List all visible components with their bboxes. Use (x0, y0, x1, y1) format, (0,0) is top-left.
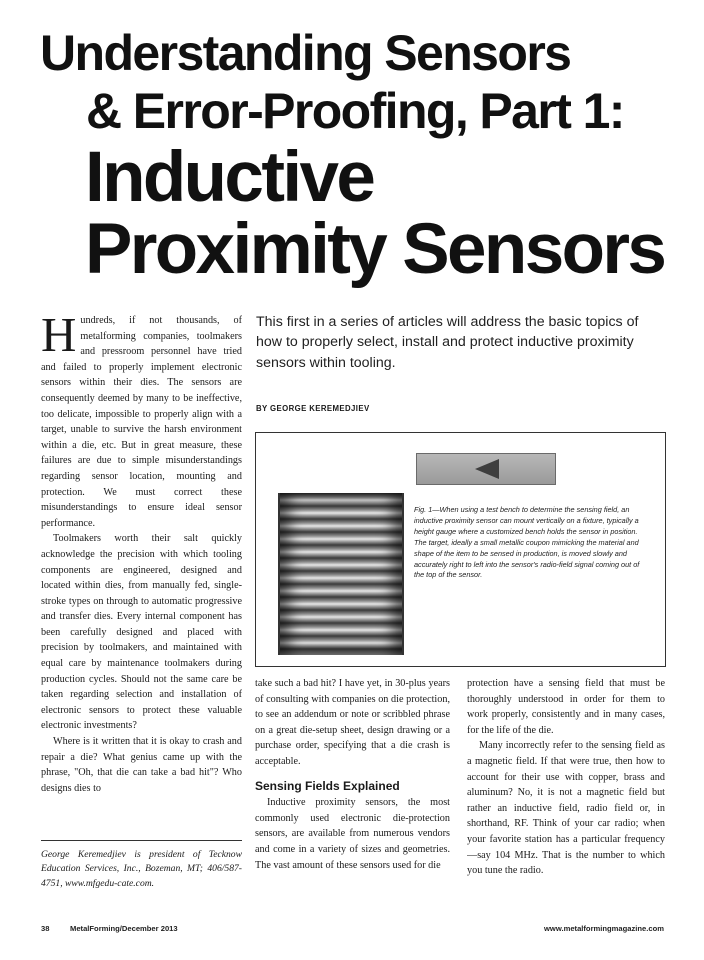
website-url: www.metalformingmagazine.com (544, 924, 664, 933)
body-paragraph: Many incorrectly refer to the sensing field as a magnetic field. If that were true, then how to account for their use with copper, brass and aluminum? No, it is not a magnetic field but rather an inductive field, radio field or, in shorthand, RF. Think of your car radio; when your favorite station has a particular frequency—say 104 MHz. That is the number to which you tune the radio. (467, 740, 665, 877)
arrow-left-icon (475, 459, 499, 479)
author-byline: BY GEORGE KEREMEDJIEV (256, 404, 370, 413)
body-paragraph: take such a bad hit? I have yet, in 30-plus years of consulting with companies on die protection, to see an addendum or note or scribbled phrase on a great die-setup sheet, design drawing or a purchase order, specifying that a die crash is acceptable. (255, 678, 450, 767)
drop-cap: H (41, 313, 77, 362)
height-gauge-target-image (416, 453, 556, 485)
article-column-middle (255, 676, 450, 921)
body-paragraph: Inductive proximity sensors, the most commonly used electronic die-protection sensors, are available from numerous vendors and come in a variety of sizes and geometries. The vast amount of these sensors used for die (255, 797, 450, 871)
section-subhead: Sensing Fields Explained (255, 778, 400, 793)
headline-line-3: Inductive (85, 138, 374, 217)
body-paragraph: Where is it written that it is okay to crash and repair a die? What genius came up with the phrase, "Oh, that die can take a bad hit"? Who designs dies to (41, 736, 242, 794)
publication-line: MetalForming/December 2013 (70, 924, 178, 933)
page-number: 38 (41, 924, 50, 933)
figure-1 (255, 432, 666, 667)
article-column-right (467, 676, 665, 921)
headline-line-2: & Error-Proofing, Part 1: (86, 83, 624, 139)
body-paragraph: undreds, if not thousands, of metalforming companies, toolmakers and pressroom personnel have tried and failed to properly implement electronic sensors within their dies. The sensors are consequently deemed by many to be ineffective, too delicate, impossible to properly align with a target, unable to survive the harsh environment within a die, etc. But in great measure, these failures are due to simple misunderstandings regarding sensor location, mounting and protection. We must correct these misunderstandings to ensure ideal sensor performance. (41, 315, 242, 529)
article-deck: This first in a series of articles will address the basic topics of how to properly select, install and protect inductive proximity sensors within tooling. (256, 314, 639, 371)
figure-caption: Fig. 1—When using a test bench to determine the sensing field, an inductive proximity sensor can mount vertically on a fixture, typically a height gauge where a customized bench holds the sensor in position. The target, ideally a small metallic coupon mimicking the material and shape of the item to be sensed in production, is moved slowly and accurately right to left into the sensor's radio-field signal coming out of the top of the sensor. (414, 505, 640, 580)
threaded-sensor-image (278, 493, 404, 655)
author-footnote: George Keremedjiev is president of Tecknow Education Services, Inc., Bozeman, MT; 406/587-4751, www.mfgedu-cate.com. (41, 840, 242, 891)
body-paragraph: protection have a sensing field that must be thoroughly understood in order for them to work properly, consistently and in many cases, for the life of the die. (467, 678, 665, 736)
article-column-left (41, 313, 242, 831)
body-paragraph: Toolmakers worth their salt quickly acknowledge the precision with which tooling components are engineered, designed and located within dies, from manually fed, single-stroke types on through to automatic progressive and transfer dies. Every internal component has been carefully designed and placed with precision by toolmakers, and maintained with equal care by maintenance toolmakers during production cycles. Should not the same care be taken regarding selection and installation of electronic sensors to protect these valuable electronic investments? (41, 533, 242, 732)
headline-line-4: Proximity Sensors (85, 210, 665, 289)
headline-line-1: Understanding Sensors (40, 25, 571, 81)
